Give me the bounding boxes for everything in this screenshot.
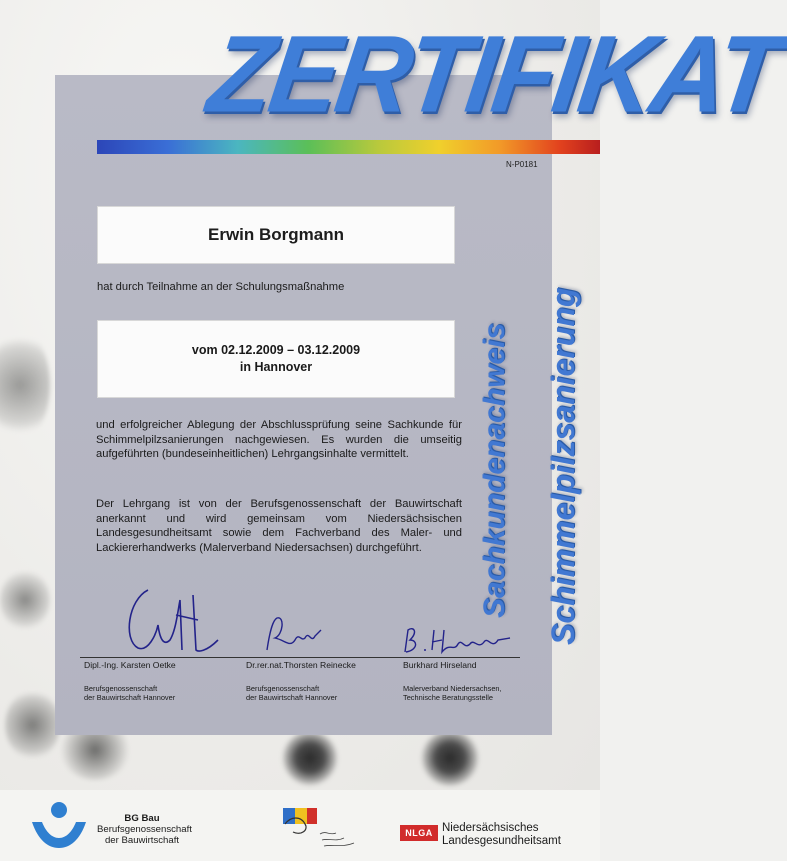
org-line: Berufsgenossenschaft — [246, 684, 320, 693]
date-line: vom 02.12.2009 – 03.12.2009 — [191, 343, 361, 357]
signature-line — [80, 657, 520, 658]
bg-bau-line: BG Bau — [124, 813, 160, 824]
signatory-name: Dr.rer.nat.Thorsten Reinecke — [246, 660, 356, 670]
signature-reinecke — [255, 580, 335, 660]
slogan-script-decoration — [318, 828, 358, 850]
signature-oetke — [118, 580, 228, 660]
recipient-box — [97, 206, 455, 264]
recipient-name: Erwin Borgmann — [207, 225, 344, 244]
signatory-name: Burkhard Hirseland — [403, 660, 477, 670]
nlga-logo-icon: NLGA — [400, 825, 438, 841]
paragraph-exam: und erfolgreicher Ablegung der Abschlussprüfung seine Sachkunde für Schimmelpilzsanierungen nachgewiesen. Es wurden die umseitig aufgeführten (bundeseinheitlichen) Lehrgangsinhalte vermittelt. — [96, 419, 462, 461]
org-line: der Bauwirtschaft Hannover — [246, 693, 338, 702]
serial-number: N-P0181 — [506, 160, 538, 169]
side-text-schimmelpilzsanierung: Schimmelpilzsanierung — [545, 287, 581, 645]
date-box — [97, 320, 455, 398]
certificate-title: ZERTIFIKAT — [201, 14, 786, 136]
signature-hirseland — [400, 580, 520, 660]
bg-bau-text — [97, 813, 192, 846]
participation-line: hat durch Teilnahme an der Schulungsmaßnahme — [97, 281, 345, 293]
nlga-text — [442, 822, 561, 848]
bg-bau-line: Berufsgenossenschaft — [97, 824, 192, 835]
rainbow-bar — [97, 140, 600, 154]
nlga-line: Landesgesundheitsamt — [442, 835, 561, 847]
mold-spot-decoration — [420, 730, 480, 786]
bg-bau-logo-icon — [28, 800, 90, 852]
bg-bau-line: der Bauwirtschaft — [104, 835, 180, 846]
side-text-sachkundenachweis: Sachkundenachweis — [478, 322, 511, 618]
signatory-name: Dipl.-Ing. Karsten Oetke — [84, 660, 176, 670]
mold-spot-decoration — [5, 690, 60, 760]
nlga-line: Niedersächsisches — [442, 822, 539, 834]
paragraph-course: Der Lehrgang ist von der Berufsgenossenschaft der Bauwirtschaft anerkannt und wird gemeinsam vom Niedersächsischen Landesgesundheitsamt sowie dem Fachverband des Maler- und Lackiererhandwerks (Malerverband Niedersachsen) durchgeführt. — [96, 498, 462, 554]
signatory-org — [246, 684, 337, 702]
mold-spot-decoration — [282, 730, 338, 786]
org-line: der Bauwirtschaft Hannover — [84, 693, 176, 702]
org-line: Malerverband Niedersachsen, — [403, 684, 502, 693]
malerverband-logo-icon — [281, 806, 319, 850]
signatory-org — [84, 684, 175, 702]
org-line: Berufsgenossenschaft — [84, 684, 158, 693]
signatory-org — [403, 684, 502, 702]
place-line: in Hannover — [239, 360, 313, 374]
org-line: Technische Beratungsstelle — [403, 693, 493, 702]
mold-spot-decoration — [0, 570, 50, 630]
